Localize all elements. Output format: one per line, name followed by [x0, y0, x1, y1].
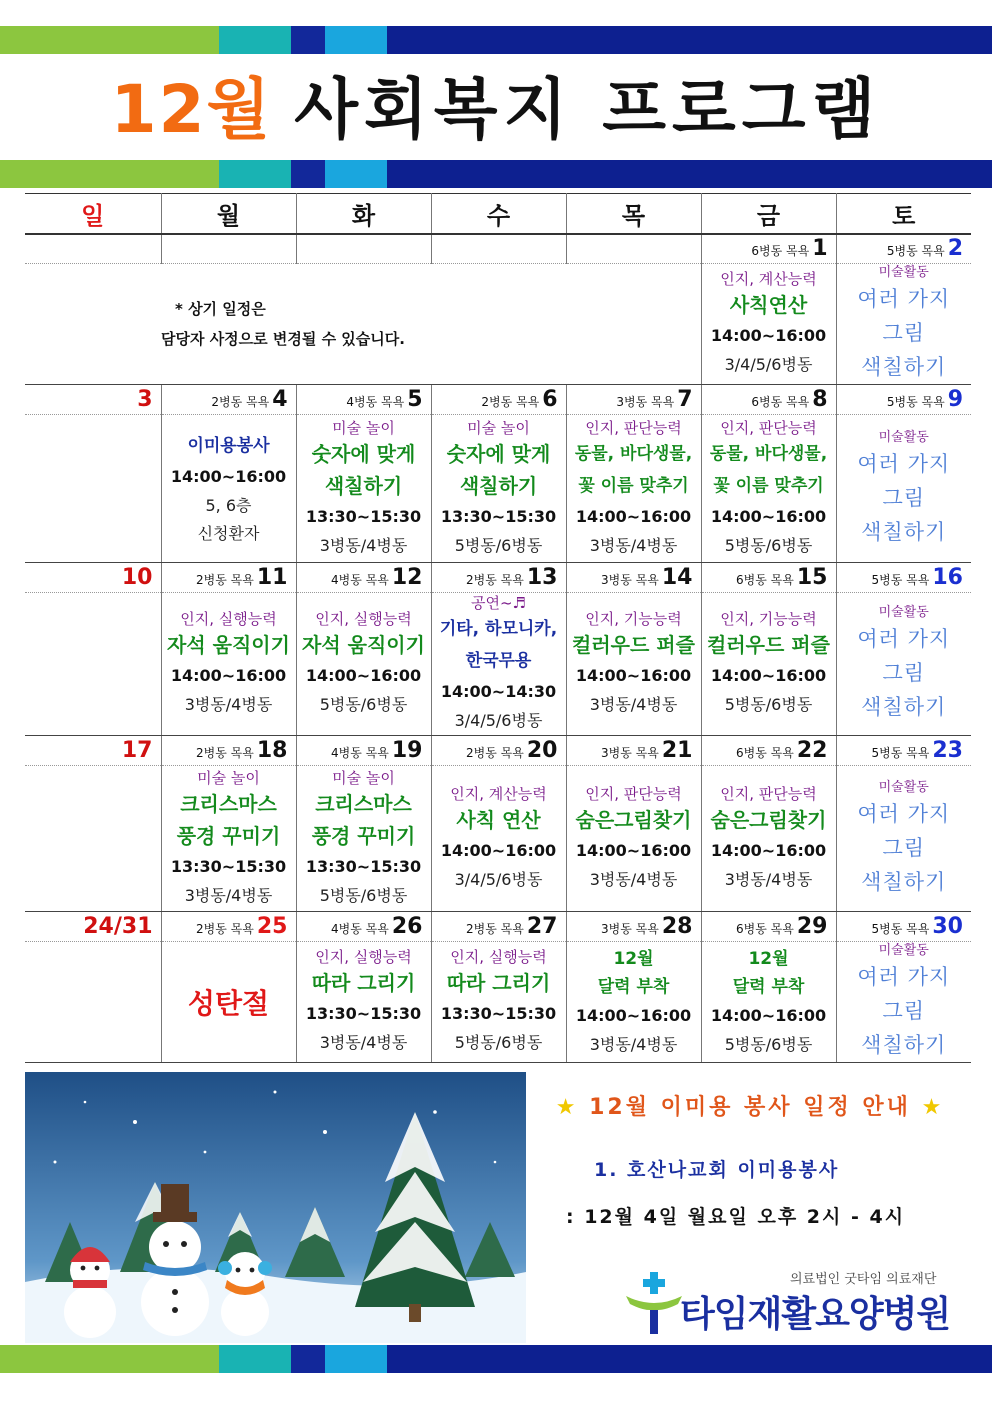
- program-name: 숨은그림찾기: [710, 807, 827, 832]
- haircut-guide: [530, 1090, 970, 1229]
- date-cell: [701, 234, 836, 264]
- sat-category: 미술활동: [878, 779, 929, 795]
- snow-scene-image: [25, 1072, 526, 1343]
- bath-ward: 6병동 목욕: [751, 244, 810, 259]
- date-cell: 17: [25, 736, 161, 766]
- bath-ward: 6병동 목욕: [751, 395, 810, 409]
- date-cell: [296, 234, 431, 264]
- bath-ward: 5병동 목욕: [871, 922, 930, 936]
- program-category: 인지, 실행능력: [180, 610, 277, 628]
- program-wards: 5병동/6병동: [724, 535, 813, 555]
- winter-illustration: [25, 1072, 526, 1343]
- program-wards: 3/4/5/6병동: [724, 355, 813, 374]
- day-sat: 토: [836, 194, 971, 234]
- date-cell: [431, 736, 566, 766]
- bath-ward: 5병동 목욕: [871, 746, 930, 760]
- date-cell: [161, 912, 296, 942]
- hospital-name: 타임재활요양병원: [680, 1294, 951, 1335]
- calendar-table: [25, 193, 971, 1063]
- date-number: 13: [526, 565, 558, 590]
- bath-ward: 4병동 목욕: [331, 922, 389, 936]
- sat-line: 그림: [882, 835, 926, 860]
- week5-programs: [25, 942, 971, 1063]
- program-name: 달력 부착: [732, 977, 805, 997]
- date-cell: [836, 234, 971, 264]
- program-name: 풍경 꾸미기: [176, 823, 281, 848]
- program-cell: [566, 415, 701, 563]
- sat-line: 여러 가지: [857, 451, 951, 476]
- date-cell: [161, 563, 296, 593]
- program-wards: 5, 6층: [205, 495, 252, 515]
- sat-line: 여러 가지: [857, 627, 951, 651]
- program-name: 자석 움직이기: [167, 633, 290, 657]
- day-wed: 수: [431, 194, 566, 234]
- sunday-cell: [25, 942, 161, 1063]
- holiday-label: 성탄절: [187, 987, 270, 1020]
- program-cell: [566, 593, 701, 736]
- sat-line: 여러 가지: [857, 965, 951, 989]
- day-mon: 월: [161, 194, 296, 234]
- week1-programs: [25, 264, 971, 385]
- program-wards: 3/4/5/6병동: [454, 711, 543, 730]
- title-under-band: [0, 160, 992, 188]
- program-category: 인지, 계산능력: [450, 784, 547, 803]
- program-time: 14:00~16:00: [170, 466, 287, 486]
- date-cell: [296, 736, 431, 766]
- date-cell: [836, 736, 971, 766]
- bath-ward: 2병동 목욕: [196, 922, 254, 936]
- program-name: 따라 그리기: [446, 971, 551, 995]
- bath-ward: 6병동 목욕: [736, 746, 794, 760]
- date-cell: [566, 385, 701, 415]
- sat-line: 그림: [882, 999, 926, 1023]
- date-number: 1: [812, 236, 828, 262]
- program-name: 풍경 꾸미기: [311, 823, 416, 848]
- program-cell: [296, 415, 431, 563]
- program-category: 인지, 실행능력: [450, 948, 547, 966]
- date-cell: 3: [25, 385, 161, 415]
- bath-ward: 4병동 목욕: [346, 395, 405, 409]
- date-number: 29: [796, 914, 828, 939]
- bath-ward: 6병동 목욕: [736, 573, 794, 587]
- program-extra: 신청환자: [197, 523, 260, 543]
- program-wards: 3병동/4병동: [319, 535, 408, 555]
- sat-category: 미술활동: [878, 429, 929, 445]
- date-number: 19: [391, 738, 423, 763]
- program-wards: 3병동/4병동: [589, 869, 678, 889]
- bath-ward: 3병동 목욕: [601, 573, 659, 587]
- bath-ward: 2병동 목욕: [466, 573, 524, 587]
- bath-ward: 4병동 목욕: [331, 573, 389, 587]
- date-number: 27: [526, 914, 558, 939]
- date-cell: [296, 385, 431, 415]
- date-number: 22: [796, 738, 828, 763]
- date-cell: [566, 736, 701, 766]
- program-name: 자석 움직이기: [302, 633, 425, 657]
- program-cell: [296, 942, 431, 1063]
- program-name: 꽃 이름 맞추기: [713, 475, 824, 496]
- weekday-header: [25, 194, 971, 234]
- date-number: 16: [932, 565, 963, 590]
- sat-line: 색칠하기: [861, 869, 947, 894]
- date-number: 5: [407, 387, 423, 412]
- program-name: 색칠하기: [324, 473, 403, 498]
- notice-line2: 담당자 사정으로 변경될 수 있습니다.: [161, 330, 405, 348]
- program-category: 인지, 계산능력: [720, 270, 817, 288]
- program-name: 숨은그림찾기: [575, 807, 692, 832]
- bath-ward: 3병동 목욕: [601, 922, 659, 936]
- sat-line: 색칠하기: [861, 519, 947, 544]
- program-cell-sat: [836, 415, 971, 563]
- top-color-band: [0, 26, 992, 54]
- date-number: 4: [272, 387, 288, 412]
- bath-ward: 6병동 목욕: [736, 922, 794, 936]
- date-cell: [161, 234, 296, 264]
- program-time: 14:00~16:00: [710, 326, 827, 345]
- program-cell: [566, 942, 701, 1063]
- program-category: 미술 놀이: [332, 418, 395, 437]
- program-time: 14:00~16:00: [710, 1006, 827, 1025]
- date-number: 12: [391, 565, 423, 590]
- program-cell-sat: [836, 593, 971, 736]
- program-wards: 3병동/4병동: [589, 695, 678, 714]
- program-category: 인지, 실행능력: [315, 948, 412, 966]
- date-cell: [431, 234, 566, 264]
- program-wards: 3병동/4병동: [319, 1033, 408, 1052]
- program-wards: 3병동/4병동: [184, 695, 273, 714]
- date-cell: [701, 563, 836, 593]
- program-cell: [431, 415, 566, 563]
- program-time: 14:00~16:00: [170, 666, 287, 685]
- day-fri: 금: [701, 194, 836, 234]
- date-number: 14: [661, 565, 693, 590]
- program-cell: [701, 942, 836, 1063]
- program-name: 컬러우드 퍼즐: [707, 633, 830, 657]
- program-name: 기타, 하모니카,: [439, 619, 558, 639]
- date-number: 25: [256, 914, 288, 939]
- date-number: 2: [947, 236, 963, 262]
- date-cell: 10: [25, 563, 161, 593]
- program-cell: [701, 766, 836, 912]
- program-wards: 3병동/4병동: [589, 1035, 678, 1054]
- guide-title: [530, 1090, 970, 1121]
- program-category: 공연~♬: [471, 594, 526, 612]
- program-time: 13:30~15:30: [305, 856, 422, 876]
- program-cell: [701, 264, 836, 385]
- date-number: 20: [526, 738, 558, 763]
- date-cell: [566, 563, 701, 593]
- day-thu: 목: [566, 194, 701, 234]
- program-cell: [431, 766, 566, 912]
- program-name: 꽃 이름 맞추기: [578, 475, 689, 496]
- sunday-cell: [25, 593, 161, 736]
- program-wards: 5병동/6병동: [319, 695, 408, 714]
- program-cell: [161, 766, 296, 912]
- sat-line: 여러 가지: [857, 801, 951, 826]
- program-category: 인지, 판단능력: [720, 418, 817, 437]
- program-name: 달력 부착: [597, 977, 670, 997]
- program-cell-sat: [836, 766, 971, 912]
- program-cell-sat: [836, 264, 971, 385]
- program-name: 숫자에 맞게: [446, 441, 551, 466]
- sat-line: 그림: [882, 661, 926, 685]
- holiday-cell: [161, 942, 296, 1063]
- notice-cell: [25, 264, 701, 385]
- date-number: 26: [391, 914, 423, 939]
- date-number: 18: [256, 738, 288, 763]
- week3-programs: [25, 593, 971, 736]
- date-cell: [296, 912, 431, 942]
- program-cell: [431, 942, 566, 1063]
- sunday-cell: [25, 766, 161, 912]
- program-name: 따라 그리기: [311, 971, 416, 995]
- sat-category: 미술활동: [878, 605, 929, 620]
- bath-ward: 4병동 목욕: [331, 746, 389, 760]
- date-cell: [566, 234, 701, 264]
- program-name: 이미용봉사: [187, 435, 270, 456]
- program-time: 13:30~15:30: [170, 856, 287, 876]
- program-time: 13:30~15:30: [440, 506, 557, 526]
- date-cell: [701, 385, 836, 415]
- program-time: 14:00~14:30: [440, 682, 557, 701]
- week4-programs: [25, 766, 971, 912]
- program-time: 14:00~16:00: [575, 1006, 692, 1025]
- program-time: 13:30~15:30: [305, 506, 422, 526]
- star-icon: ★: [921, 1095, 945, 1120]
- program-category: 미술 놀이: [197, 768, 260, 787]
- program-name: 한국무용: [465, 651, 532, 671]
- sunday-cell: [25, 415, 161, 563]
- date-cell: [431, 563, 566, 593]
- sat-line: 색칠하기: [861, 695, 947, 719]
- date-number: 30: [932, 914, 963, 939]
- program-time: 14:00~16:00: [575, 666, 692, 685]
- program-time: 14:00~16:00: [440, 840, 557, 860]
- program-wards: 5병동/6병동: [724, 695, 813, 714]
- program-category: 인지, 실행능력: [315, 610, 412, 628]
- program-name: 색칠하기: [459, 473, 538, 498]
- date-cell: [836, 912, 971, 942]
- program-category: 인지, 판단능력: [585, 418, 682, 437]
- date-cell: [161, 385, 296, 415]
- program-cell: [296, 766, 431, 912]
- program-name: 사칙 연산: [456, 807, 541, 832]
- date-cell: [836, 563, 971, 593]
- sat-line: 여러 가지: [857, 287, 951, 311]
- title-main: 사회복지 프로그램: [294, 71, 882, 148]
- program-name: 숫자에 맞게: [311, 441, 416, 466]
- program-category: 인지, 판단능력: [720, 784, 817, 803]
- program-name: 사칙연산: [729, 293, 808, 317]
- program-category: 인지, 판단능력: [585, 784, 682, 803]
- guide-line2: : 12월 4일 월요일 오후 2시 - 4시: [566, 1206, 906, 1228]
- bath-ward: 3병동 목욕: [601, 746, 659, 760]
- program-category: 인지, 기능능력: [585, 610, 682, 628]
- date-number: 23: [932, 738, 963, 763]
- bath-ward: 2병동 목욕: [466, 746, 524, 760]
- week4-dates: [25, 736, 971, 766]
- program-category: 인지, 기능능력: [720, 610, 817, 628]
- program-cell-sat: [836, 942, 971, 1063]
- bottom-color-band: [0, 1345, 992, 1373]
- date-number: 8: [812, 387, 828, 412]
- star-icon: ★: [555, 1095, 579, 1120]
- program-time: 14:00~16:00: [575, 506, 692, 526]
- week5-dates: [25, 912, 971, 942]
- date-number: 15: [796, 565, 828, 590]
- bath-ward: 2병동 목욕: [481, 395, 540, 409]
- date-number: 28: [661, 914, 693, 939]
- bath-ward: 2병동 목욕: [196, 746, 254, 760]
- sat-line: 그림: [882, 321, 926, 345]
- date-cell: [836, 385, 971, 415]
- program-cell: [161, 593, 296, 736]
- bath-ward: 5병동 목욕: [886, 395, 945, 409]
- program-name: 동물, 바다생물,: [574, 443, 693, 464]
- sat-category: 미술활동: [878, 265, 929, 280]
- sat-category: 미술활동: [878, 943, 929, 958]
- program-wards: 5병동/6병동: [724, 1035, 813, 1054]
- title-month: 12월: [110, 71, 273, 148]
- program-name: 컬러우드 퍼즐: [572, 633, 695, 657]
- program-name: 12월: [613, 949, 654, 969]
- program-time: 14:00~16:00: [710, 666, 827, 685]
- program-category: 미술 놀이: [332, 768, 395, 787]
- guide-title-text: 12월 이미용 봉사 일정 안내: [589, 1095, 911, 1120]
- program-cell: [431, 593, 566, 736]
- date-cell: 24/31: [25, 912, 161, 942]
- date-number: 9: [947, 387, 963, 412]
- program-cell: [296, 593, 431, 736]
- program-wards: 3병동/4병동: [724, 869, 813, 889]
- program-time: 14:00~16:00: [710, 506, 827, 526]
- date-cell: [431, 385, 566, 415]
- program-category: 미술 놀이: [467, 418, 530, 437]
- program-time: 13:30~15:30: [305, 1004, 422, 1023]
- program-name: 크리스마스: [315, 791, 412, 816]
- day-sun: 일: [25, 194, 161, 234]
- date-cell: [25, 234, 161, 264]
- bath-ward: 3병동 목욕: [616, 395, 675, 409]
- date-number: 11: [256, 565, 288, 590]
- date-cell: [431, 912, 566, 942]
- date-cell: [701, 736, 836, 766]
- week1-dates: [25, 234, 971, 264]
- program-wards: 3병동/4병동: [184, 885, 273, 905]
- program-time: 14:00~16:00: [305, 666, 422, 685]
- program-time: 14:00~16:00: [710, 840, 827, 860]
- program-cell: [566, 766, 701, 912]
- day-tue: 화: [296, 194, 431, 234]
- week2-programs: [25, 415, 971, 563]
- program-time: 14:00~16:00: [575, 840, 692, 860]
- foundation-name: 의료법인 굿타임 의료재단: [790, 1272, 937, 1287]
- bath-ward: 2병동 목욕: [466, 922, 524, 936]
- program-cell: [161, 415, 296, 563]
- date-cell: [701, 912, 836, 942]
- bath-ward: 5병동 목욕: [886, 244, 945, 259]
- program-wards: 3/4/5/6병동: [454, 869, 543, 889]
- week3-dates: [25, 563, 971, 593]
- bath-ward: 5병동 목욕: [871, 573, 930, 587]
- date-number: 21: [661, 738, 693, 763]
- program-cell: [701, 593, 836, 736]
- date-cell: [566, 912, 701, 942]
- guide-line1: 1. 호산나교회 이미용봉사: [594, 1159, 840, 1181]
- week2-dates: [25, 385, 971, 415]
- program-name: 12월: [748, 949, 789, 969]
- bath-ward: 2병동 목욕: [211, 395, 270, 409]
- sat-line: 색칠하기: [861, 1033, 947, 1057]
- program-wards: 5병동/6병동: [454, 535, 543, 555]
- date-number: 7: [677, 387, 693, 412]
- notice-line1: * 상기 일정은: [175, 300, 266, 318]
- program-wards: 5병동/6병동: [454, 1033, 543, 1052]
- program-time: 13:30~15:30: [440, 1004, 557, 1023]
- date-cell: [296, 563, 431, 593]
- sat-line: 색칠하기: [861, 355, 947, 379]
- sat-line: 그림: [882, 485, 926, 510]
- program-wards: 3병동/4병동: [589, 535, 678, 555]
- page-title: [0, 70, 992, 150]
- program-wards: 5병동/6병동: [319, 885, 408, 905]
- program-name: 크리스마스: [180, 791, 277, 816]
- date-number: 6: [542, 387, 558, 412]
- program-cell: [701, 415, 836, 563]
- bath-ward: 2병동 목욕: [196, 573, 254, 587]
- date-cell: [161, 736, 296, 766]
- program-name: 동물, 바다생물,: [709, 443, 828, 464]
